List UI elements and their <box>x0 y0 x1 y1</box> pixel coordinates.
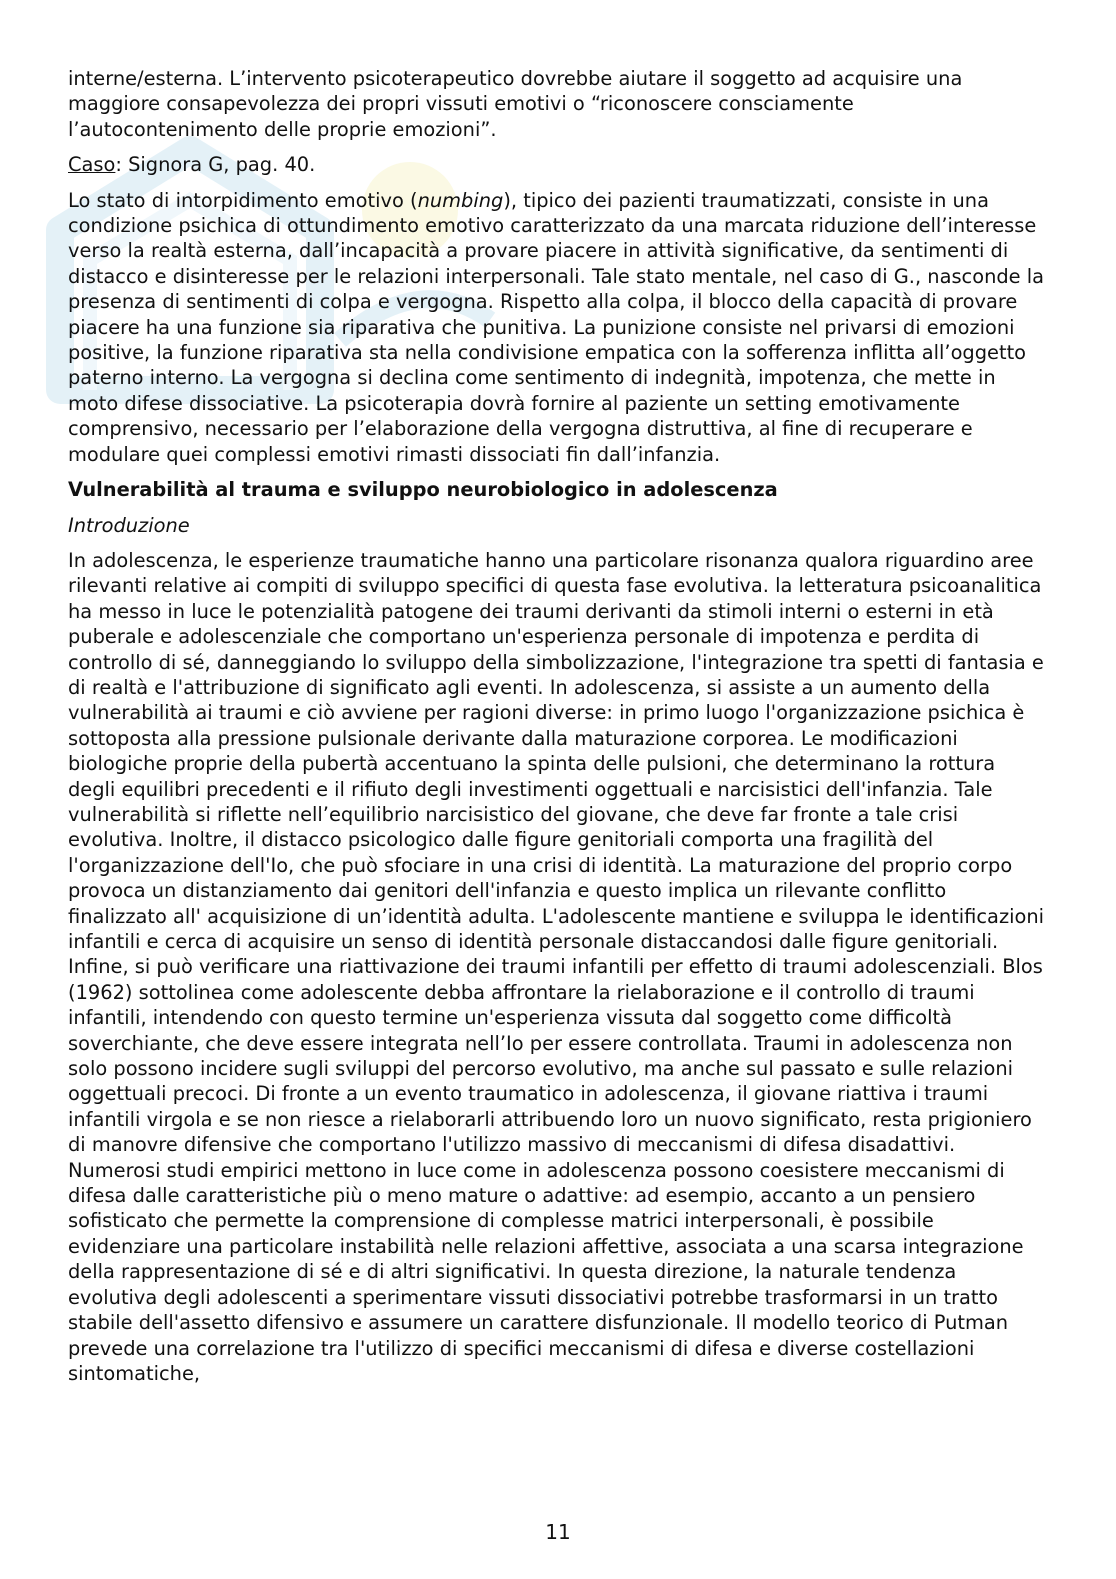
case-text: : Signora G, pag. 40. <box>115 153 316 177</box>
paragraph-intro: interne/esterna. L’intervento psicoterapeutico dovrebbe aiutare il soggetto ad acquisire una maggiore consapevolezza dei propri vissuti emotivi o “riconoscere consciamente l’autocontenimento delle proprie emozioni”. <box>68 67 963 141</box>
paragraph-numbing-rest: ), tipico dei pazienti traumatizzati, consiste in una condizione psichica di ottundimento emotivo caratterizzato da una marcata riduzione dell’interesse verso la realtà esterna, dall’incapacità a provare piacere in attività significative, da sentimenti di distacco e disinteresse per le relazioni interpersonali. Tale stato mentale, nel caso di G., nasconde la presenza di sentimenti di colpa e vergogna. Rispetto alla colpa, il blocco della capacità di provare piacere ha una funzione sia riparativa che punitiva. La punizione consiste nel privarsi di emozioni positive, la funzione riparativa sta nella condivisione empatica con la sofferenza inflitta all’oggetto paterno interno. La vergogna si declina come sentimento di indegnità, impotenza, che mette in moto difese dissociative. La psicoterapia dovrà fornire al paziente un setting emotivamente comprensivo, necessario per l’elaborazione della vergogna distruttiva, al fine di recuperare e modulare quei complessi emotivi rimasti dissociati fin dall’infanzia. <box>68 188 1045 466</box>
paragraph-adolescence: In adolescenza, le esperienze traumatiche hanno una particolare risonanza qualora riguardino aree rilevanti relative ai compiti di sviluppo specifici di questa fase evolutiva. la letteratura psicoanalitica ha messo in luce le potenzialità patogene dei traumi derivanti da stimoli interni o esterni in età puberale e adolescenziale che comportano un'esperienza personale di impotenza e perdita di controllo di sé, danneggiando lo sviluppo della simbolizzazione, l'integrazione tra spetti di fantasia e di realtà e l'attribuzione di significato agli eventi. In adolescenza, si assiste a un aumento della vulnerabilità ai traumi e ciò avviene per ragioni diverse: in primo luogo l'organizzazione psichica è sottoposta alla pressione pulsionale derivante dalla maturazione corporea. Le modificazioni biologiche proprie della pubertà accentuano la spinta delle pulsioni, che determinano la rottura degli equilibri precedenti e il rifiuto degli investimenti oggettuali e narcisistici dell'infanzia. Tale vulnerabilità si riflette nell’equilibrio narcisistico del giovane, che deve far fronte a tale crisi evolutiva. Inoltre, il distacco psicologico dalle figure genitoriali comporta una fragilità del l'organizzazione dell'Io, che può sfociare in una crisi di identità. La maturazione del proprio corpo provoca un distanziamento dai genitori dell'infanzia e questo implica un rilevante conflitto finalizzato all' acquisizione di un’identità adulta. L'adolescente mantiene e sviluppa le identificazioni infantili e cerca di acquisire un senso di identità personale distaccandosi dalle figure genitoriali. Infine, si può verificare una riattivazione dei traumi infantili per effetto di traumi adolescenziali. Blos (1962) sottolinea come adolescente debba affrontare la rielaborazione e il controllo di traumi infantili, intendendo con questo termine un'esperienza vissuta dal soggetto come difficoltà soverchiante, che deve essere integrata nell’Io per essere controllata. Traumi in adolescenza non solo possono incidere sugli sviluppi del percorso evolutivo, ma anche sul passato e sulle relazioni oggettuali precoci. Di fronte a un evento traumatico in adolescenza, il giovane riattiva i traumi infantili virgola e se non riesce a rielaborarli attribuendo loro un nuovo significato, resta prigioniero di manovre difensive che comportano l'utilizzo massivo di meccanismi di difesa disadattivi. Numerosi studi empirici mettono in luce come in adolescenza possono coesistere meccanismi di difesa dalle caratteristiche più o meno mature o adattive: ad esempio, accanto a un pensiero sofisticato che permette la comprensione di complesse matrici interpersonali, è possibile evidenziare una particolare instabilità nelle relazioni affettive, associata a una scarsa integrazione della rappresentazione di sé e di altri significativi. In questa direzione, la naturale tendenza evolutiva degli adolescenti a sperimentare vissuti dissociativi potrebbe trasformarsi in un tratto stabile dell'assetto difensivo e assumere un carattere disfunzionale. Il modello teorico di Putman prevede una correlazione tra l'utilizzo di specifici meccanismi di difesa e diverse costellazioni sintomatiche, <box>68 548 1045 1385</box>
section-subheading: Introduzione <box>68 513 190 537</box>
page-number: 11 <box>545 1520 571 1544</box>
paragraph-numbing <box>68 188 1048 467</box>
paragraph-numbing-start: Lo stato di intorpidimento emotivo ( <box>68 188 418 212</box>
section-heading: Vulnerabilità al trauma e sviluppo neurobiologico in adolescenza <box>68 478 778 502</box>
case-label: Caso <box>68 153 116 177</box>
document-body <box>68 66 1048 1396</box>
case-reference <box>68 152 1048 177</box>
paragraph-numbing-term: numbing <box>417 188 504 212</box>
